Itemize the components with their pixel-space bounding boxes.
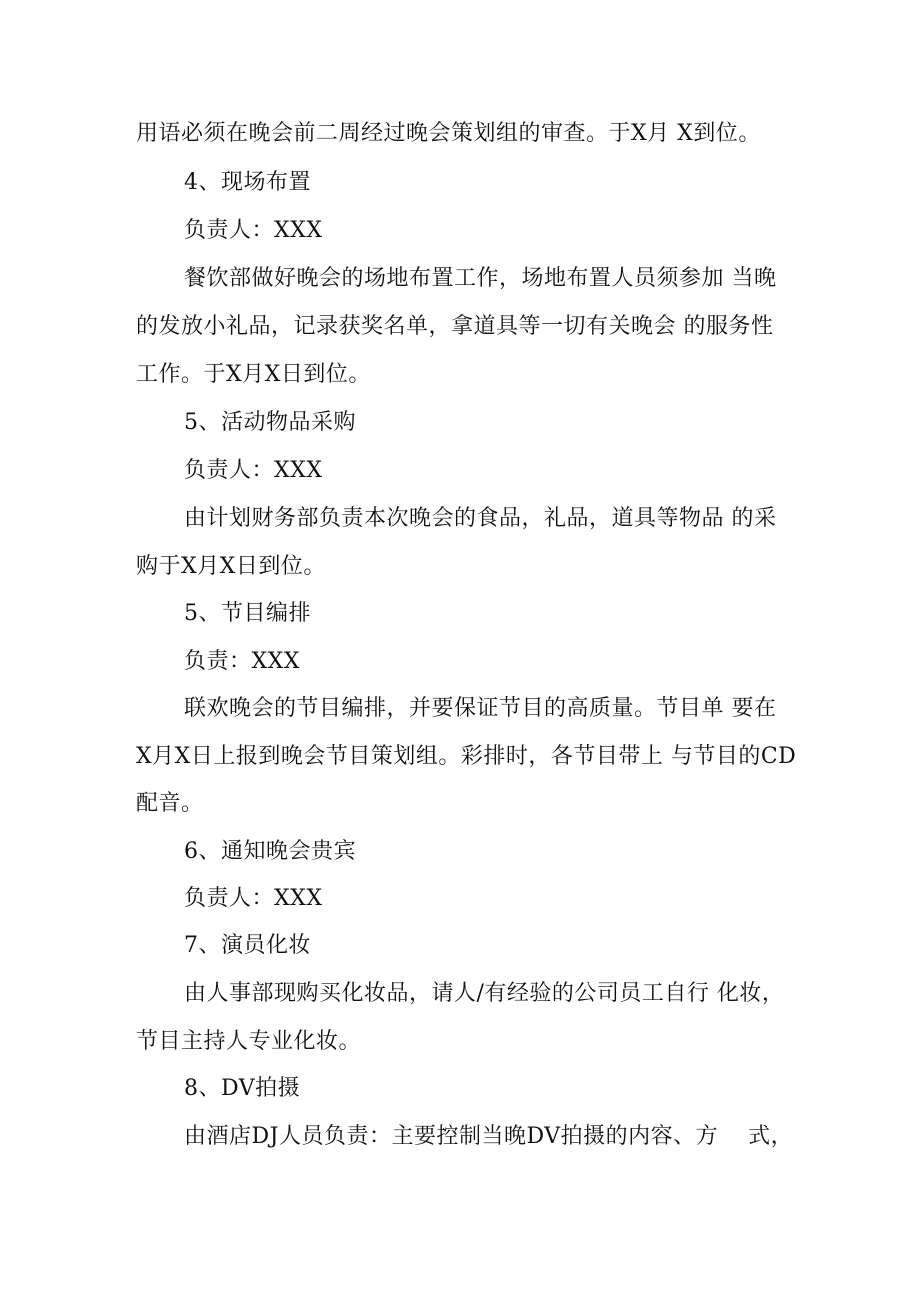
responsible-line: 负责人：XXX — [184, 886, 323, 911]
paragraph-line: 节目主持人专业化妆。 — [136, 1029, 362, 1054]
responsible-line: 负责人：XXX — [184, 218, 323, 243]
paragraph-line: 用语必须在晚会前二周经过晚会策划组的审查。于X月 X到位。 — [136, 121, 761, 146]
paragraph-line: 餐饮部做好晚会的场地布置工作，场地布置人员须参加 当晚 — [184, 266, 777, 291]
paragraph-line: 由人事部现购买化妆品，请人/有经验的公司员工自行 化妆， — [184, 981, 785, 1006]
section-heading: 7、演员化妆 — [184, 933, 311, 958]
paragraph-line: 由计划财务部负责本次晚会的食品，礼品，道具等物品 的采 — [184, 506, 777, 531]
paragraph-line: 配音。 — [136, 791, 204, 816]
section-heading: 5、节目编排 — [184, 601, 311, 626]
paragraph-line: X月X日上报到晚会节目策划组。彩排时，各节目带上 与节目的CD — [136, 744, 797, 769]
section-heading: 6、通知晚会贵宾 — [184, 839, 356, 864]
section-heading: 8、DV拍摄 — [184, 1076, 301, 1101]
responsible-line: 负责人：XXX — [184, 458, 323, 483]
section-heading: 4、现场布置 — [184, 170, 311, 195]
paragraph-line: 的发放小礼品，记录获奖名单，拿道具等一切有关晚会 的服务性 — [136, 314, 774, 339]
paragraph-line: 工作。于X月X日到位。 — [136, 362, 371, 387]
section-heading: 5、活动物品采购 — [184, 410, 356, 435]
paragraph-line: 由酒店DJ人员负责：主要控制当晚DV拍摄的内容、方 式， — [184, 1124, 794, 1149]
paragraph-line: 联欢晚会的节目编排，并要保证节目的高质量。节目单 要在 — [184, 696, 777, 721]
paragraph-line: 购于X月X日到位。 — [136, 554, 326, 579]
responsible-line: 负责：XXX — [184, 649, 300, 674]
